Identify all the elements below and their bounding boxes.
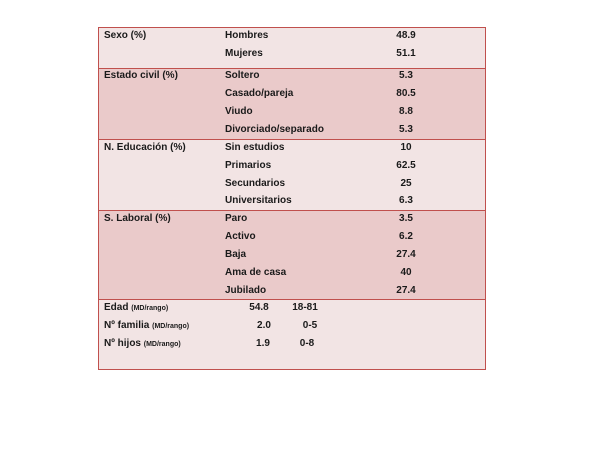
item-label: Ama de casa: [225, 267, 287, 278]
item-value: 27.4: [396, 249, 416, 260]
section-laboral: [99, 210, 485, 299]
demographic-label: [104, 302, 168, 315]
category-label: S. Laboral (%): [104, 213, 171, 224]
demographic-note: (MD/rango): [152, 323, 190, 330]
demographic-mean: 1.9: [256, 338, 270, 349]
item-label: Baja: [225, 249, 247, 260]
item-value: 40: [400, 267, 412, 278]
item-label: Mujeres: [225, 48, 263, 59]
item-value: 80.5: [396, 88, 416, 99]
demographic-mean: 2.0: [257, 320, 271, 331]
item-value: 5.3: [399, 124, 413, 135]
demographic-label: [104, 320, 189, 333]
section-educacion: [99, 139, 485, 210]
item-value: 6.3: [399, 195, 413, 206]
item-value: 8.8: [399, 106, 413, 117]
item-value: 62.5: [396, 160, 416, 171]
demographic-label-text: Edad: [104, 302, 132, 313]
section-sexo: [99, 28, 485, 68]
item-label: Secundarios: [225, 178, 286, 189]
item-value: 48.9: [396, 30, 416, 41]
item-label: Activo: [225, 231, 256, 242]
demographic-range: 0-5: [302, 320, 318, 331]
demographic-mean: 54.8: [249, 302, 269, 313]
item-label: Casado/pareja: [225, 88, 294, 99]
item-label: Hombres: [225, 30, 269, 41]
section-demographics: [99, 299, 485, 369]
demographic-range: 18-81: [292, 302, 318, 313]
demographic-label-text: Nº familia: [104, 320, 153, 331]
demographic-label-text: Nº hijos: [104, 338, 144, 349]
sociodemographic-table: [98, 27, 486, 370]
item-value: 5.3: [399, 70, 413, 81]
item-value: 27.4: [396, 285, 416, 296]
category-label: Sexo (%): [104, 30, 147, 41]
category-label: N. Educación (%): [104, 142, 186, 153]
category-label: Estado civil (%): [104, 70, 178, 81]
item-value: 6.2: [399, 231, 413, 242]
item-label: Primarios: [225, 160, 272, 171]
item-value: 51.1: [396, 48, 416, 59]
item-value: 10: [400, 142, 412, 153]
item-label: Soltero: [225, 70, 260, 81]
section-estado-civil: [99, 68, 485, 139]
item-label: Universitarios: [225, 195, 292, 206]
item-label: Viudo: [225, 106, 253, 117]
item-label: Sin estudios: [225, 142, 285, 153]
demographic-note: (MD/rango): [131, 305, 169, 312]
item-label: Divorciado/separado: [225, 124, 324, 135]
demographic-note: (MD/rango): [143, 341, 181, 348]
item-value: 3.5: [399, 213, 413, 224]
demographic-label: [104, 338, 181, 351]
item-value: 25: [400, 178, 412, 189]
demographic-range: 0-8: [299, 338, 315, 349]
item-label: Paro: [225, 213, 248, 224]
item-label: Jubilado: [225, 285, 267, 296]
